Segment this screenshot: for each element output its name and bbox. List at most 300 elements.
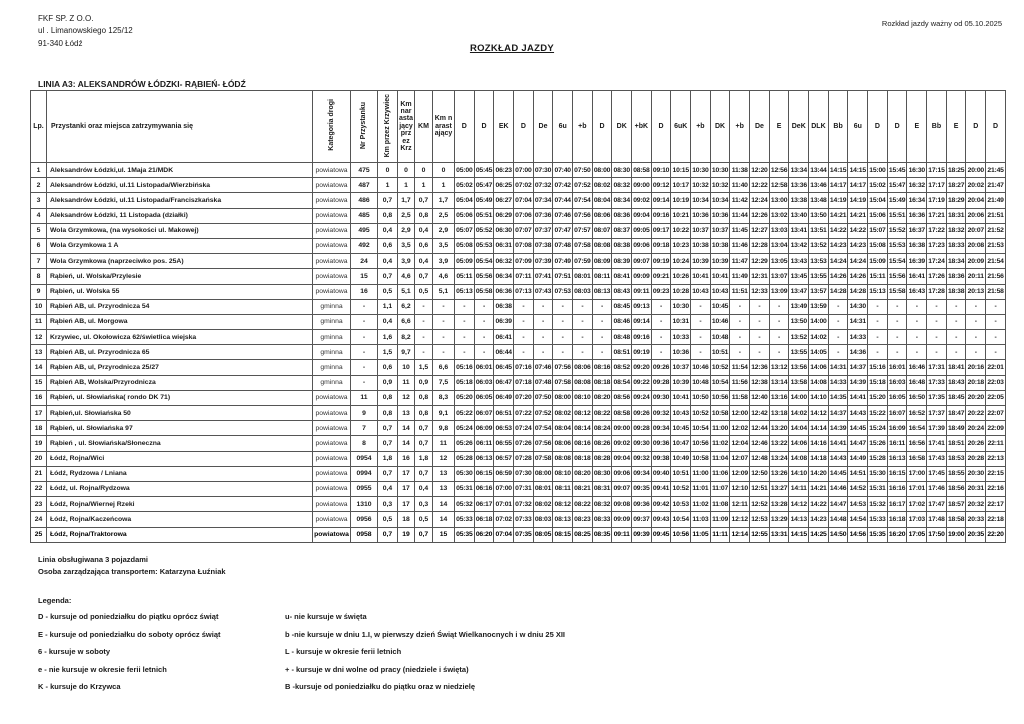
time-cell: 14:43 (848, 406, 868, 421)
time-cell: 16:38 (907, 238, 927, 253)
lp-cell: 9 (31, 284, 47, 299)
legend-item: K - kursuje do Krzywca (38, 682, 121, 691)
stop-name-cell: Łódź, Rydzowa / Lniana (47, 466, 313, 481)
km-cell: - (415, 299, 433, 314)
service-code-header: Bb (927, 91, 947, 163)
time-cell: - (691, 314, 711, 329)
time-cell: 14:21 (848, 208, 868, 223)
legend-item: B -kursuje od poniedziałku do piątku oraz w niedzielę (285, 682, 476, 691)
time-cell: 08:08 (592, 238, 612, 253)
time-cell: 08:51 (612, 345, 632, 360)
time-cell: 14:35 (828, 390, 848, 405)
time-cell: 06:11 (474, 436, 494, 451)
time-cell: 16:01 (887, 360, 907, 375)
kategoria-cell: powiatowa (313, 238, 351, 253)
service-code-header: 6uK (671, 91, 691, 163)
time-cell: 12:31 (750, 269, 770, 284)
time-cell: 10:30 (710, 163, 730, 178)
time-cell: 16:46 (907, 360, 927, 375)
time-cell: 08:15 (553, 527, 573, 542)
time-cell: 13:12 (769, 360, 789, 375)
time-cell: 11:06 (710, 466, 730, 481)
time-cell: - (887, 345, 907, 360)
time-cell: 13:43 (789, 254, 809, 269)
kategoria-cell: powiatowa (313, 466, 351, 481)
time-cell: 10:50 (691, 390, 711, 405)
stops-header: Przystanki oraz miejsca zatrzymywania się (47, 91, 313, 163)
nr-cell: 495 (351, 223, 378, 238)
time-cell: 14:12 (809, 406, 829, 421)
time-cell: 09:34 (651, 421, 671, 436)
nr-cell: 15 (351, 269, 378, 284)
time-cell: 21:49 (986, 193, 1006, 208)
time-cell: 06:01 (474, 360, 494, 375)
km-cell: 14 (398, 421, 415, 436)
time-cell: - (750, 299, 770, 314)
time-cell: 17:15 (927, 163, 947, 178)
time-cell: 08:16 (592, 360, 612, 375)
time-cell: 15:02 (868, 178, 888, 193)
time-cell: 10:43 (671, 406, 691, 421)
time-cell: 14:02 (809, 330, 829, 345)
time-cell: 14:52 (848, 481, 868, 496)
stop-name-cell: Rąbień AB, ul. Morgowa (47, 314, 313, 329)
km-cell: 0,7 (415, 527, 433, 542)
time-cell: 06:31 (494, 238, 514, 253)
time-cell: 09:26 (651, 360, 671, 375)
time-cell: 12:26 (750, 208, 770, 223)
time-cell: 12:29 (750, 254, 770, 269)
time-cell: 08:09 (592, 254, 612, 269)
time-cell: - (533, 314, 553, 329)
time-cell: 10:45 (710, 299, 730, 314)
time-cell: 07:47 (553, 223, 573, 238)
time-cell: 09:00 (632, 178, 652, 193)
time-cell: 08:58 (632, 163, 652, 178)
time-cell: - (553, 330, 573, 345)
table-row (31, 466, 1006, 481)
time-cell: 08:18 (592, 375, 612, 390)
time-cell: 08:01 (533, 481, 553, 496)
time-cell: 15:22 (868, 406, 888, 421)
lp-cell: 13 (31, 345, 47, 360)
company-address-line1: ul . Limanowskiego 125/12 (38, 26, 133, 36)
nr-cell: 16 (351, 284, 378, 299)
timetable (30, 90, 1006, 543)
time-cell: 10:56 (671, 527, 691, 542)
time-cell: 10:53 (671, 497, 691, 512)
km-cell: - (415, 345, 433, 360)
km-cell: 0,7 (415, 436, 433, 451)
time-cell: 16:34 (907, 193, 927, 208)
km-cell: 0,6 (415, 238, 433, 253)
time-cell: - (691, 345, 711, 360)
time-cell: 11:09 (710, 512, 730, 527)
km-cell: 1 (415, 178, 433, 193)
time-cell: 08:13 (592, 284, 612, 299)
time-cell: 17:41 (927, 436, 947, 451)
time-cell: - (573, 345, 593, 360)
time-cell: 07:08 (514, 238, 534, 253)
nr-cell: 8 (351, 436, 378, 451)
time-cell: - (573, 314, 593, 329)
time-cell: 08:48 (612, 330, 632, 345)
time-cell: 22:03 (986, 375, 1006, 390)
time-cell: 08:10 (573, 390, 593, 405)
km-cell: 0,7 (378, 466, 398, 481)
km-cell: 13 (433, 466, 455, 481)
lp-cell: 5 (31, 223, 47, 238)
time-cell: 08:32 (612, 178, 632, 193)
time-cell: 14:10 (809, 390, 829, 405)
lp-cell: 15 (31, 375, 47, 390)
time-cell: 08:04 (592, 193, 612, 208)
time-cell: 11:00 (710, 421, 730, 436)
time-cell: 06:41 (494, 330, 514, 345)
time-cell: 07:26 (514, 436, 534, 451)
service-code-header: D (868, 91, 888, 163)
time-cell: 11:42 (730, 193, 750, 208)
time-cell: 07:34 (533, 193, 553, 208)
time-cell: 17:00 (907, 466, 927, 481)
time-cell: - (474, 345, 494, 360)
time-cell: 07:30 (533, 163, 553, 178)
time-cell: 10:22 (671, 223, 691, 238)
time-cell: 05:13 (455, 284, 475, 299)
time-cell: 15:18 (868, 375, 888, 390)
company-name: FKF SP. Z O.O. (38, 14, 94, 23)
time-cell: 20:18 (966, 375, 986, 390)
time-cell: 14:23 (848, 238, 868, 253)
time-cell: 10:36 (710, 208, 730, 223)
time-cell: 06:34 (494, 269, 514, 284)
time-cell: - (651, 314, 671, 329)
time-cell: 18:45 (946, 390, 966, 405)
time-cell: 12:51 (750, 481, 770, 496)
kategoria-cell: powiatowa (313, 208, 351, 223)
time-cell: - (455, 330, 475, 345)
stop-name-cell: Łódź, Rojna/Wici (47, 451, 313, 466)
time-cell: 20:02 (966, 178, 986, 193)
table-row (31, 390, 1006, 405)
time-cell: 12:42 (750, 406, 770, 421)
time-cell: 10:43 (710, 284, 730, 299)
table-row (31, 238, 1006, 253)
time-cell: 15:04 (868, 193, 888, 208)
time-cell: 06:18 (474, 512, 494, 527)
time-cell: 13:50 (809, 208, 829, 223)
time-cell: 13:59 (809, 299, 829, 314)
time-cell: 12:14 (730, 527, 750, 542)
time-cell: 10:23 (671, 238, 691, 253)
time-cell: 07:07 (514, 223, 534, 238)
time-cell: 16:17 (887, 497, 907, 512)
nr-cell: 475 (351, 163, 378, 178)
time-cell: 10:48 (691, 375, 711, 390)
time-cell: 20:35 (966, 527, 986, 542)
km-cell: 0,4 (378, 314, 398, 329)
time-cell: 11:49 (730, 269, 750, 284)
time-cell: 14:26 (848, 269, 868, 284)
time-cell: 10:37 (710, 223, 730, 238)
time-cell: 10:45 (671, 421, 691, 436)
time-cell: 15:45 (887, 163, 907, 178)
time-cell: 07:00 (494, 481, 514, 496)
time-cell: 13:02 (769, 208, 789, 223)
km-cell: 6,6 (398, 314, 415, 329)
km-cell: 10 (398, 360, 415, 375)
km-cell: 0,4 (378, 254, 398, 269)
km-cell: - (433, 345, 455, 360)
time-cell: 08:03 (533, 512, 553, 527)
time-cell: 07:28 (514, 451, 534, 466)
km-cell: 0,5 (378, 512, 398, 527)
time-cell: 06:38 (494, 299, 514, 314)
time-cell: 08:41 (612, 269, 632, 284)
time-cell: 07:22 (514, 406, 534, 421)
note-transport-manager: Osoba zarządzająca transportem: Katarzyna Łuźniak (38, 567, 226, 577)
time-cell: 10:46 (710, 314, 730, 329)
time-cell: 06:49 (494, 390, 514, 405)
time-cell: 17:39 (927, 421, 947, 436)
time-cell: 07:00 (514, 163, 534, 178)
time-cell: 07:51 (553, 269, 573, 284)
km-cell: 9,7 (398, 345, 415, 360)
time-cell: 07:58 (553, 375, 573, 390)
line-title: LINIA A3: ALEKSANDRÓW ŁÓDZKI- RĄBIEŃ- ŁÓDŹ (38, 79, 246, 89)
time-cell: 14:28 (848, 284, 868, 299)
time-cell: 09:04 (612, 451, 632, 466)
km-cell: - (433, 330, 455, 345)
time-cell: 07:20 (514, 390, 534, 405)
lp-cell: 6 (31, 238, 47, 253)
time-cell: 15:54 (887, 254, 907, 269)
km-cell: 0,7 (415, 466, 433, 481)
time-cell: 10:46 (691, 360, 711, 375)
time-cell: 12:28 (750, 238, 770, 253)
lp-cell: 21 (31, 466, 47, 481)
time-cell: 08:06 (553, 436, 573, 451)
time-cell: 21:56 (986, 269, 1006, 284)
time-cell: 09:10 (651, 163, 671, 178)
time-cell: 12:10 (730, 481, 750, 496)
time-cell: 05:06 (455, 208, 475, 223)
time-cell: 05:31 (455, 481, 475, 496)
time-cell: 16:16 (887, 481, 907, 496)
kategoria-header (313, 91, 351, 163)
time-cell: - (828, 299, 848, 314)
km-cell: 3,5 (398, 238, 415, 253)
time-cell: 08:56 (612, 390, 632, 405)
legend-item: E - kursuje od poniedziałku do soboty oprócz świąt (38, 629, 221, 639)
time-cell: 18:51 (946, 436, 966, 451)
time-cell: 22:11 (986, 436, 1006, 451)
time-cell: 06:57 (494, 451, 514, 466)
stop-name-cell: Rąbień, ul. Wolska/Przylesie (47, 269, 313, 284)
time-cell: 15:07 (868, 223, 888, 238)
time-cell: 12:20 (750, 163, 770, 178)
time-cell: 11:04 (710, 451, 730, 466)
time-cell: 13:49 (789, 299, 809, 314)
time-cell: 10:19 (671, 193, 691, 208)
time-cell: 10:49 (671, 451, 691, 466)
time-cell: 14:33 (848, 330, 868, 345)
time-cell: 09:04 (632, 208, 652, 223)
time-cell: 11:08 (710, 497, 730, 512)
nr-header-label: Nr Przystanku (360, 101, 368, 149)
time-cell: 10:54 (691, 421, 711, 436)
kategoria-cell: powiatowa (313, 284, 351, 299)
time-cell: 12:24 (750, 193, 770, 208)
time-cell: - (887, 330, 907, 345)
time-cell: 20:16 (966, 360, 986, 375)
service-code-header: +b (730, 91, 750, 163)
time-cell: 15:26 (868, 436, 888, 451)
time-cell: 11:00 (691, 466, 711, 481)
km-cell: 19 (398, 527, 415, 542)
time-cell: 07:54 (573, 193, 593, 208)
time-cell: 08:34 (612, 193, 632, 208)
time-cell: 07:54 (533, 421, 553, 436)
legend-right-column (285, 612, 845, 700)
table-row (31, 330, 1006, 345)
kategoria-cell: gminna (313, 360, 351, 375)
time-cell: - (927, 345, 947, 360)
km-cell: 0,8 (378, 208, 398, 223)
time-cell: 17:21 (927, 208, 947, 223)
time-cell: 06:59 (494, 466, 514, 481)
time-cell: 12:07 (730, 451, 750, 466)
kategoria-cell: powiatowa (313, 193, 351, 208)
time-cell: 15:11 (868, 269, 888, 284)
time-cell: 06:51 (494, 406, 514, 421)
time-cell: 22:20 (986, 527, 1006, 542)
time-cell: 20:07 (966, 223, 986, 238)
time-cell: 08:21 (573, 481, 593, 496)
time-cell: 12:46 (750, 436, 770, 451)
km-cell: 16 (398, 451, 415, 466)
time-cell: - (514, 299, 534, 314)
time-cell: 10:38 (710, 238, 730, 253)
service-code-header: EK (494, 91, 514, 163)
time-cell: 14:31 (848, 314, 868, 329)
time-cell: 15:24 (868, 421, 888, 436)
time-cell: 14:15 (848, 163, 868, 178)
time-cell: 14:15 (828, 163, 848, 178)
time-cell: 14:45 (848, 421, 868, 436)
time-cell: 08:06 (573, 360, 593, 375)
time-cell: 07:37 (533, 223, 553, 238)
time-cell: 14:46 (828, 481, 848, 496)
time-cell: 18:57 (946, 497, 966, 512)
time-cell: 14:51 (848, 466, 868, 481)
time-cell: 20:22 (966, 406, 986, 421)
time-cell: 17:19 (927, 193, 947, 208)
km-cell: 0,5 (415, 512, 433, 527)
time-cell: 16:18 (887, 512, 907, 527)
km-cell: 0,9 (378, 375, 398, 390)
km-cell: 14 (433, 512, 455, 527)
time-cell: 10:43 (691, 284, 711, 299)
time-cell: 07:24 (514, 421, 534, 436)
time-cell: - (573, 299, 593, 314)
time-cell: 12:33 (750, 284, 770, 299)
time-cell: 07:56 (533, 436, 553, 451)
time-cell: 09:28 (651, 375, 671, 390)
time-cell: 07:04 (514, 193, 534, 208)
time-cell: 15:47 (887, 178, 907, 193)
time-cell: 08:25 (573, 527, 593, 542)
time-cell: 16:39 (907, 254, 927, 269)
time-cell: 08:08 (573, 375, 593, 390)
time-cell: 14:36 (848, 345, 868, 360)
time-cell: 13:38 (789, 193, 809, 208)
stop-name-cell: Łódź, Rojna/Kaczeńcowa (47, 512, 313, 527)
time-cell: 08:28 (592, 451, 612, 466)
lp-cell: 7 (31, 254, 47, 269)
km-cell: 0 (433, 163, 455, 178)
time-cell: - (533, 299, 553, 314)
time-cell: 09:37 (632, 512, 652, 527)
stop-name-cell: Aleksandrów Łódzki, ul.11 Listopada/Wierzbińska (47, 178, 313, 193)
time-cell: - (986, 345, 1006, 360)
km-cell: 1 (398, 178, 415, 193)
time-cell: 14:47 (848, 436, 868, 451)
km-cell: 0 (378, 163, 398, 178)
time-cell: 14:48 (828, 512, 848, 527)
time-cell: 12:04 (730, 436, 750, 451)
km-cell: 2,9 (398, 223, 415, 238)
time-cell: 17:28 (927, 284, 947, 299)
time-cell: 16:41 (907, 269, 927, 284)
time-cell: 13:56 (789, 360, 809, 375)
table-row (31, 497, 1006, 512)
nr-cell: 486 (351, 193, 378, 208)
time-cell: 13:52 (789, 330, 809, 345)
time-cell: 13:04 (769, 238, 789, 253)
time-cell: 17:02 (907, 497, 927, 512)
time-cell: - (907, 330, 927, 345)
km-cell: 1,7 (433, 193, 455, 208)
time-cell: 10:34 (691, 193, 711, 208)
km-cell: 13 (398, 406, 415, 421)
legend-item: L - kursuje w okresie ferii letnich (285, 647, 402, 656)
time-cell: 09:14 (632, 314, 652, 329)
km-cell: 6,2 (398, 299, 415, 314)
time-cell: 14:21 (828, 208, 848, 223)
time-cell: 10:33 (671, 330, 691, 345)
time-cell: 08:30 (592, 466, 612, 481)
time-cell: 07:56 (573, 208, 593, 223)
time-cell: 08:36 (612, 208, 632, 223)
time-cell: 07:32 (533, 178, 553, 193)
time-cell: 05:58 (474, 284, 494, 299)
km-cell: 8,2 (398, 330, 415, 345)
time-cell: 09:38 (651, 451, 671, 466)
time-cell: - (651, 345, 671, 360)
time-cell: - (828, 314, 848, 329)
nr-cell: - (351, 314, 378, 329)
service-code-header: De (750, 91, 770, 163)
km-cell: 5,1 (398, 284, 415, 299)
time-cell: - (750, 314, 770, 329)
time-cell: 06:25 (494, 178, 514, 193)
time-cell: 15:31 (868, 481, 888, 496)
km-cell: 4,6 (433, 269, 455, 284)
time-cell: 07:06 (514, 208, 534, 223)
nr-cell: 0954 (351, 451, 378, 466)
lp-cell: 24 (31, 512, 47, 527)
